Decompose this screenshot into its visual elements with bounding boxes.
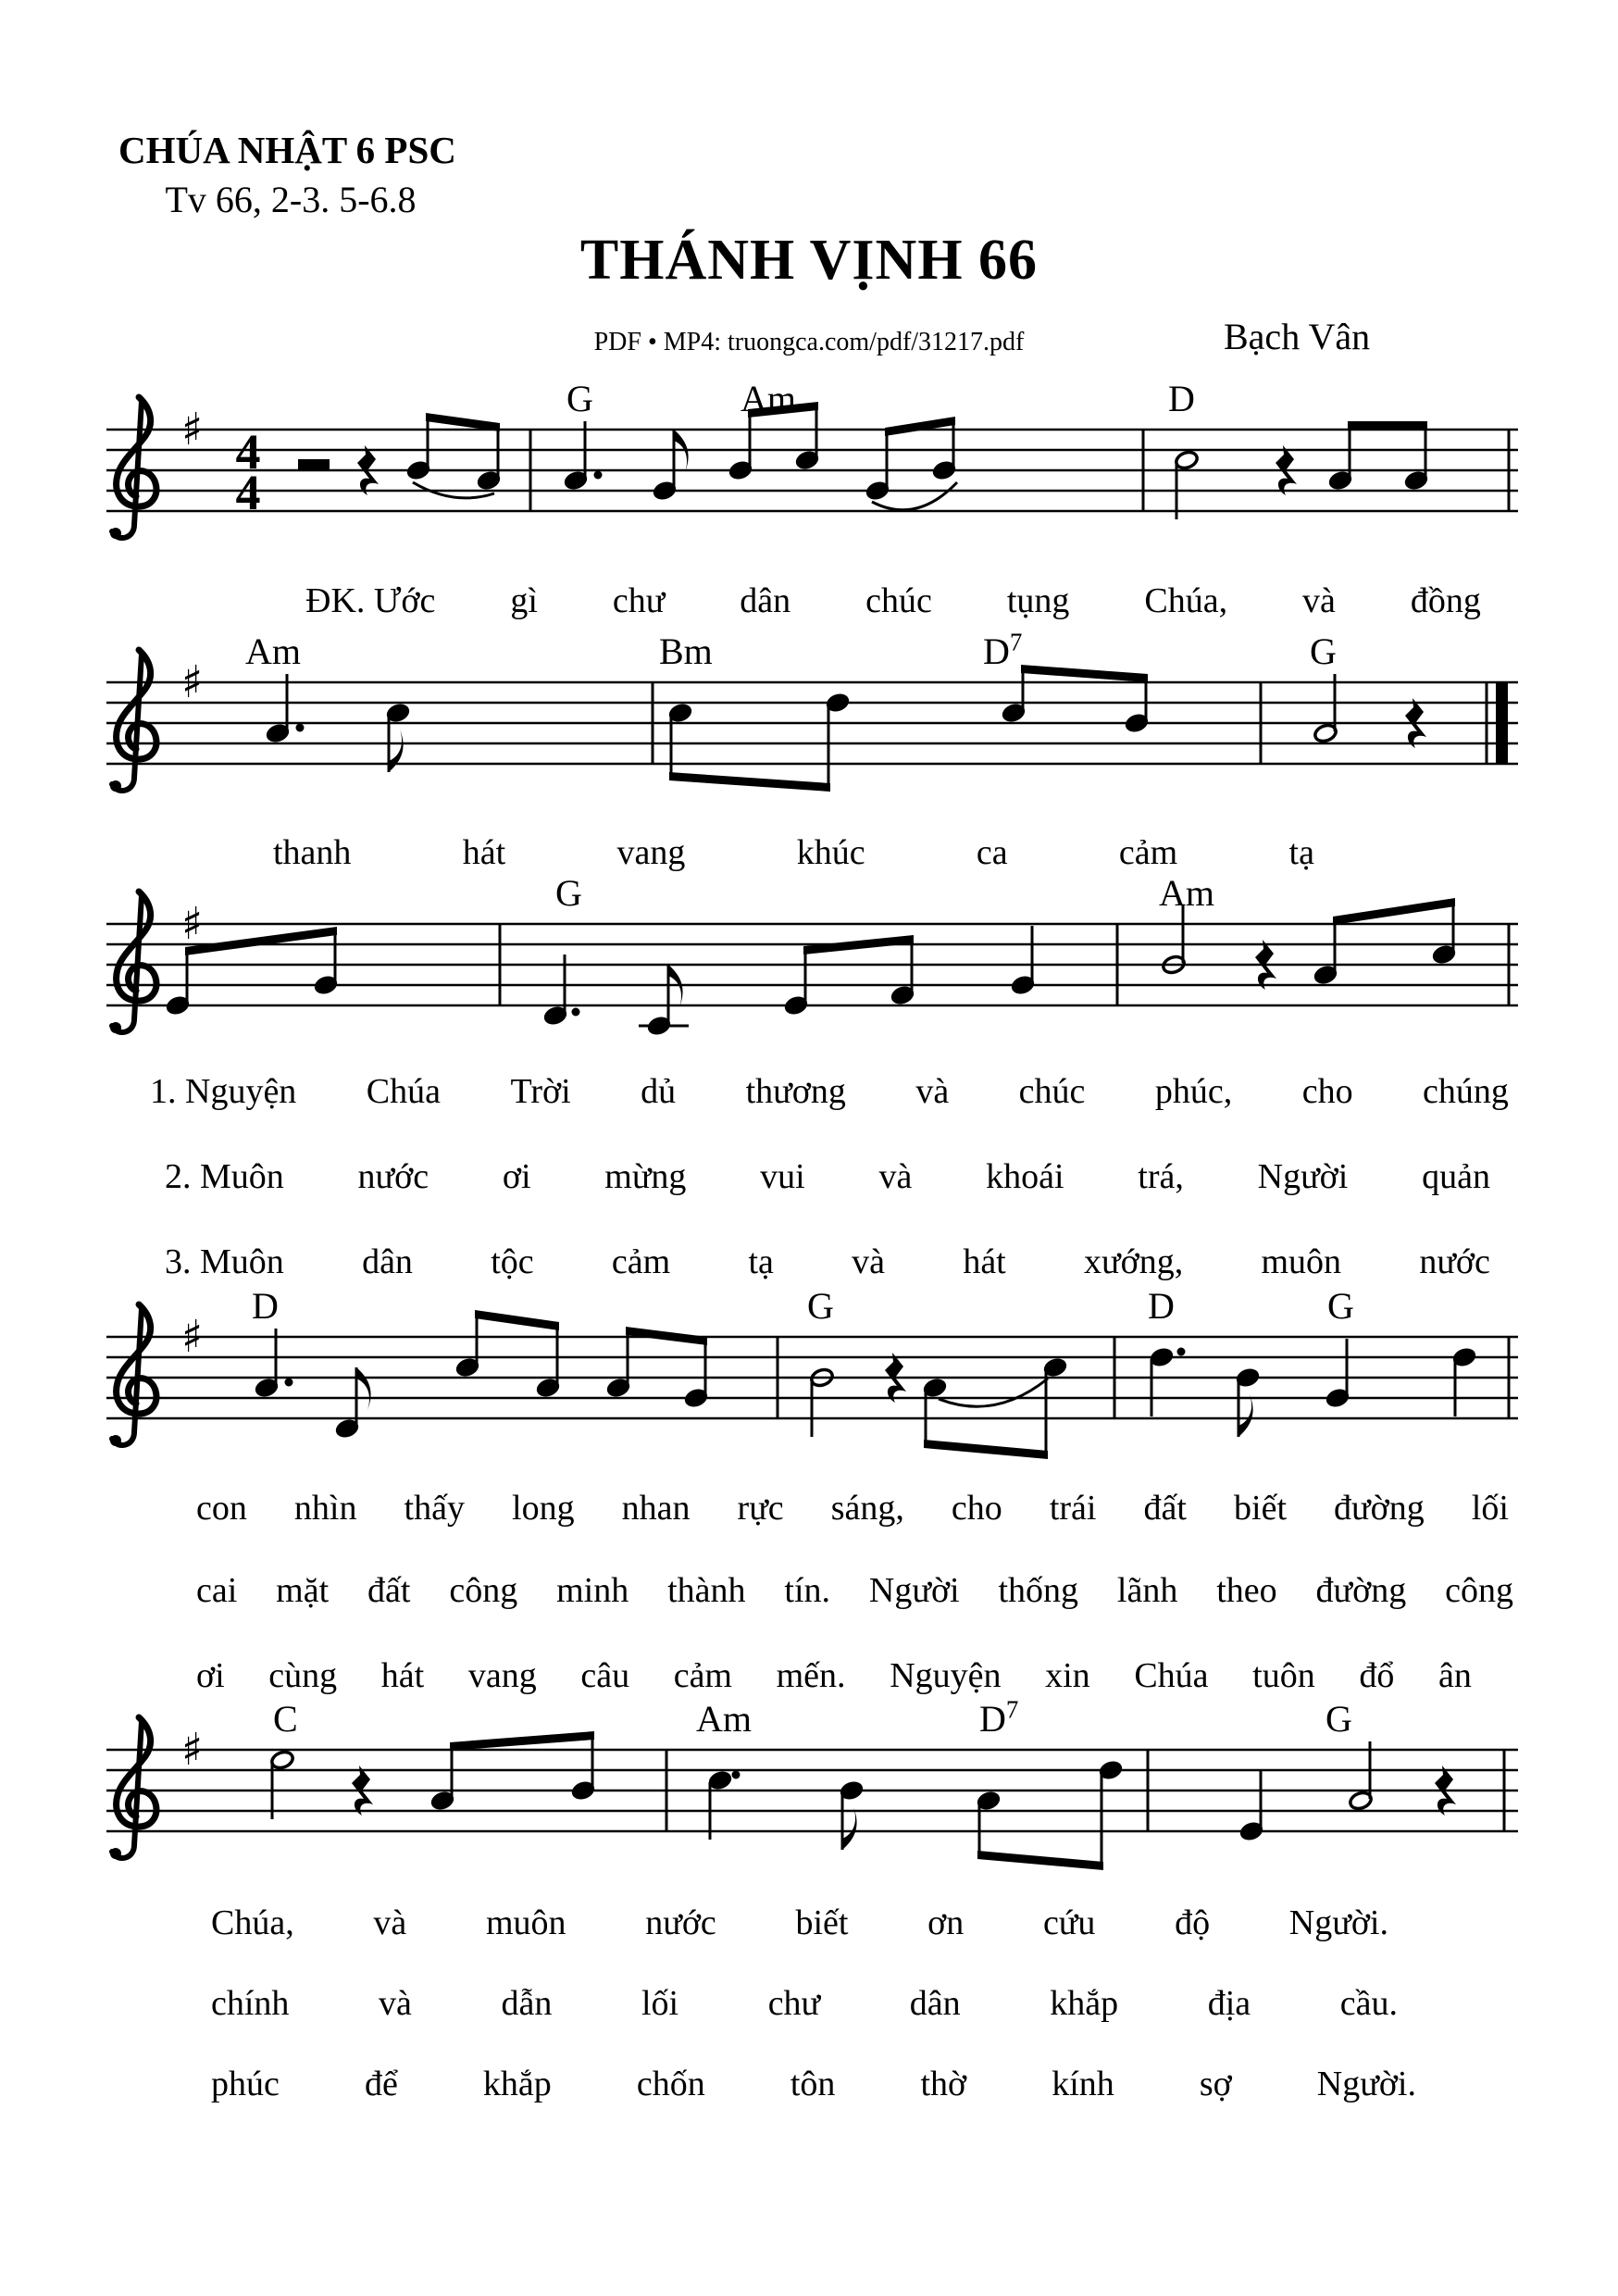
lyric-syllable: lối bbox=[1471, 1489, 1509, 1528]
staff-system-1 bbox=[0, 379, 1618, 582]
chord-label: D bbox=[1148, 1285, 1175, 1327]
lyric-syllable: chính bbox=[211, 1984, 290, 2023]
lyrics-verse-1 bbox=[150, 1067, 1509, 1117]
chord-label: $D^7$ bbox=[983, 628, 1023, 672]
chord-label: C bbox=[273, 1698, 298, 1740]
lyric-syllable: tộc bbox=[491, 1242, 534, 1281]
key-signature-sharp: ♯ bbox=[181, 1724, 204, 1776]
lyrics-verse-2-line-2 bbox=[196, 1566, 1513, 1616]
staff-system-2 bbox=[0, 628, 1618, 835]
lyric-syllable: vang bbox=[616, 833, 686, 872]
lyric-syllable: Chúa bbox=[1134, 1656, 1209, 1695]
notes-and-rests bbox=[165, 898, 1509, 1037]
liturgical-day-heading: CHÚA NHẬT 6 PSC bbox=[118, 129, 456, 171]
chord-label: G bbox=[566, 378, 593, 419]
lyric-syllable: Nguyện bbox=[890, 1656, 1002, 1695]
lyric-syllable: và bbox=[852, 1242, 886, 1281]
lyric-syllable: cảm bbox=[1118, 833, 1178, 872]
lyric-syllable: cùng bbox=[268, 1656, 338, 1695]
notes-and-rests bbox=[298, 402, 1509, 519]
lyric-syllable: 1. Nguyện bbox=[150, 1072, 297, 1111]
lyric-syllable: cho bbox=[951, 1489, 1002, 1528]
notes-and-rests bbox=[269, 1731, 1504, 1870]
lyric-syllable: phúc, bbox=[1154, 1072, 1233, 1111]
lyric-syllable: phúc bbox=[211, 2065, 280, 2103]
lyric-syllable: 2. Muôn bbox=[165, 1157, 284, 1196]
lyric-syllable: Trời bbox=[510, 1072, 571, 1111]
staff-system-5 bbox=[0, 1695, 1618, 1903]
lyric-syllable: khúc bbox=[796, 833, 865, 872]
lyric-syllable: Người. bbox=[1288, 1903, 1388, 1942]
lyric-syllable: và bbox=[379, 1984, 412, 2023]
lyric-syllable: trá, bbox=[1138, 1157, 1184, 1196]
lyric-syllable: cảm bbox=[673, 1656, 732, 1695]
lyric-syllable: ơi bbox=[502, 1157, 531, 1196]
chord-label: G bbox=[1326, 1698, 1352, 1740]
lyric-syllable: con bbox=[196, 1489, 247, 1528]
key-signature-sharp: ♯ bbox=[181, 656, 204, 708]
staff-lines bbox=[106, 1750, 1518, 1831]
lyric-syllable: Người. bbox=[1316, 2065, 1416, 2103]
key-signature-sharp: ♯ bbox=[181, 404, 204, 455]
staff-notation-1 bbox=[0, 379, 1618, 582]
lyric-syllable: cầu. bbox=[1339, 1984, 1398, 2023]
lyrics-verse-3-line-2 bbox=[196, 1651, 1472, 1701]
lyric-syllable: độ bbox=[1175, 1903, 1211, 1942]
composer-name: Bạch Vân bbox=[1224, 316, 1371, 357]
lyric-syllable: Người bbox=[868, 1571, 960, 1610]
lyric-syllable: sợ bbox=[1199, 2065, 1232, 2103]
lyric-syllable: hát bbox=[462, 833, 506, 872]
lyric-syllable: quản bbox=[1422, 1157, 1490, 1196]
lyric-syllable: xướng, bbox=[1084, 1242, 1184, 1281]
lyric-syllable: kính bbox=[1052, 2065, 1114, 2103]
staff-notation-5 bbox=[0, 1695, 1618, 1903]
chord-label: D bbox=[252, 1285, 279, 1327]
lyric-syllable: đường bbox=[1315, 1571, 1407, 1610]
lyric-syllable: dân bbox=[362, 1242, 413, 1281]
lyric-syllable: để bbox=[364, 2065, 398, 2103]
chord-label: Am bbox=[1159, 872, 1214, 914]
lyric-syllable: dân bbox=[740, 581, 791, 620]
lyric-syllable: đất bbox=[367, 1571, 411, 1610]
lyric-syllable: khắp bbox=[1050, 1984, 1119, 2023]
treble-clef-icon bbox=[110, 892, 156, 1033]
lyric-syllable: khoái bbox=[986, 1157, 1064, 1196]
lyric-syllable: vang bbox=[467, 1656, 537, 1695]
lyric-syllable: hát bbox=[963, 1242, 1006, 1281]
lyric-syllable: cho bbox=[1301, 1072, 1353, 1111]
lyric-syllable: mừng bbox=[604, 1157, 687, 1196]
lyric-syllable: dân bbox=[909, 1984, 961, 2023]
lyric-syllable: ơi bbox=[196, 1656, 225, 1695]
lyric-syllable: trái bbox=[1049, 1489, 1097, 1528]
lyric-syllable: biết bbox=[1234, 1489, 1287, 1528]
lyric-syllable: thờ bbox=[920, 2065, 967, 2103]
lyric-syllable: chư bbox=[612, 581, 666, 620]
lyrics-verse-1-line-2 bbox=[196, 1483, 1509, 1533]
lyric-syllable: chư bbox=[767, 1984, 821, 2023]
notes-and-rests bbox=[254, 1310, 1509, 1459]
notes-and-rests bbox=[265, 665, 1508, 792]
page-title: THÁNH VỊNH 66 bbox=[579, 229, 1039, 292]
chord-label: D bbox=[1168, 378, 1195, 419]
lyric-syllable: thống bbox=[998, 1571, 1079, 1610]
lyric-syllable: tuôn bbox=[1252, 1656, 1315, 1695]
time-signature-bottom: 4 bbox=[235, 465, 261, 520]
lyrics-verse-3-line-3 bbox=[211, 2059, 1416, 2109]
lyric-syllable: địa bbox=[1207, 1984, 1251, 2023]
lyric-syllable: hát bbox=[380, 1656, 425, 1695]
lyric-syllable: biết bbox=[795, 1903, 849, 1942]
lyric-syllable: công bbox=[1445, 1571, 1513, 1610]
lyric-syllable: ca bbox=[976, 833, 1008, 872]
lyric-syllable: nước bbox=[357, 1157, 429, 1196]
chord-label: G bbox=[1327, 1285, 1354, 1327]
chord-label: Am bbox=[245, 630, 301, 672]
lyric-syllable: rực bbox=[737, 1489, 784, 1528]
chord-label: Bm bbox=[659, 630, 713, 672]
lyric-syllable: Người bbox=[1257, 1157, 1349, 1196]
lyric-syllable: và bbox=[373, 1903, 407, 1942]
lyric-syllable: ân bbox=[1438, 1656, 1472, 1695]
lyric-syllable: Chúa, bbox=[1144, 581, 1228, 620]
lyric-syllable: xin bbox=[1045, 1656, 1090, 1695]
chord-label: Am bbox=[696, 1698, 752, 1740]
lyric-syllable: chúc bbox=[1018, 1072, 1086, 1111]
staff-system-4 bbox=[0, 1286, 1618, 1490]
treble-clef-icon bbox=[110, 650, 156, 792]
staff-notation-3 bbox=[0, 873, 1618, 1077]
lyric-syllable: muôn bbox=[1261, 1242, 1342, 1281]
chord-label: Am bbox=[741, 378, 796, 419]
lyric-syllable: tạ bbox=[1288, 833, 1314, 872]
lyric-syllable: Chúa bbox=[366, 1072, 441, 1111]
lyric-syllable: đường bbox=[1334, 1489, 1425, 1528]
lyric-syllable: tụng bbox=[1006, 581, 1070, 620]
lyric-syllable: muôn bbox=[485, 1903, 566, 1942]
lyric-syllable: lãnh bbox=[1116, 1571, 1178, 1610]
lyric-syllable: lối bbox=[641, 1984, 679, 2023]
media-links-line: PDF • MP4: truongca.com/pdf/31217.pdf bbox=[593, 328, 1025, 356]
lyric-syllable: nước bbox=[645, 1903, 716, 1942]
lyric-syllable: vui bbox=[760, 1157, 805, 1196]
lyric-syllable: tạ bbox=[748, 1242, 774, 1281]
lyric-syllable: tôn bbox=[790, 2065, 836, 2103]
lyric-syllable: cảm bbox=[611, 1242, 671, 1281]
lyric-syllable: đất bbox=[1143, 1489, 1187, 1528]
lyric-syllable: Chúa, bbox=[211, 1903, 294, 1942]
psalm-reference: Tv 66, 2-3. 5-6.8 bbox=[165, 179, 417, 220]
treble-clef-icon bbox=[110, 1717, 156, 1859]
staff-lines bbox=[106, 682, 1518, 764]
lyric-syllable: chốn bbox=[636, 2065, 705, 2103]
lyric-syllable: đồng bbox=[1410, 581, 1481, 620]
lyric-syllable: và bbox=[915, 1072, 950, 1111]
lyric-syllable: chúc bbox=[865, 581, 932, 620]
lyric-syllable: nước bbox=[1419, 1242, 1490, 1281]
lyrics-refrain-line-2 bbox=[273, 828, 1314, 878]
key-signature-sharp: ♯ bbox=[181, 898, 204, 950]
lyric-syllable: thương bbox=[745, 1072, 846, 1111]
lyric-syllable: tín. bbox=[784, 1571, 831, 1610]
lyric-syllable: thấy bbox=[404, 1489, 465, 1528]
key-signature-sharp: ♯ bbox=[181, 1311, 204, 1363]
chord-label: $D^7$ bbox=[979, 1695, 1019, 1740]
lyric-syllable: nhan bbox=[621, 1489, 691, 1528]
lyric-syllable: công bbox=[449, 1571, 518, 1610]
lyrics-verse-3 bbox=[165, 1237, 1490, 1287]
chord-label: G bbox=[555, 872, 582, 914]
lyric-syllable: mến. bbox=[776, 1656, 846, 1695]
lyrics-verse-2 bbox=[165, 1152, 1490, 1202]
lyric-syllable: theo bbox=[1216, 1571, 1277, 1610]
chord-label: G bbox=[807, 1285, 834, 1327]
lyric-syllable: cai bbox=[196, 1571, 238, 1610]
lyric-syllable: nhìn bbox=[293, 1489, 357, 1528]
treble-clef-icon bbox=[110, 1304, 156, 1446]
lyrics-verse-1-line-3 bbox=[211, 1898, 1388, 1948]
lyric-syllable: 3. Muôn bbox=[165, 1242, 284, 1281]
lyrics-verse-2-line-3 bbox=[211, 1978, 1398, 2028]
lyric-syllable: câu bbox=[580, 1656, 630, 1695]
lyric-syllable: dẫn bbox=[501, 1984, 553, 2023]
lyric-syllable: thanh bbox=[273, 833, 352, 872]
lyric-syllable: long bbox=[512, 1489, 575, 1528]
lyric-syllable: dủ bbox=[641, 1072, 677, 1111]
lyric-syllable: minh bbox=[556, 1571, 629, 1610]
lyric-syllable: ơn bbox=[927, 1903, 965, 1942]
lyric-syllable: cứu bbox=[1042, 1903, 1096, 1942]
lyric-syllable: mặt bbox=[276, 1571, 330, 1610]
lyric-syllable: và bbox=[878, 1157, 913, 1196]
lyric-syllable: chúng bbox=[1423, 1072, 1509, 1111]
time-signature-top: 4 bbox=[235, 424, 261, 480]
lyric-syllable: gì bbox=[510, 581, 538, 620]
staff-notation-2 bbox=[0, 628, 1618, 835]
lyric-syllable: thành bbox=[667, 1571, 746, 1610]
chord-label: G bbox=[1310, 630, 1337, 672]
lyric-syllable: sáng, bbox=[830, 1489, 904, 1528]
treble-clef-icon bbox=[110, 397, 156, 539]
lyric-syllable: và bbox=[1302, 581, 1336, 620]
lyric-syllable: khắp bbox=[482, 2065, 552, 2103]
lyrics-refrain-line-1 bbox=[305, 576, 1481, 626]
lyric-syllable: đổ bbox=[1359, 1656, 1395, 1695]
lyric-syllable: ĐK. Ước bbox=[305, 581, 436, 620]
staff-system-3 bbox=[0, 873, 1618, 1077]
